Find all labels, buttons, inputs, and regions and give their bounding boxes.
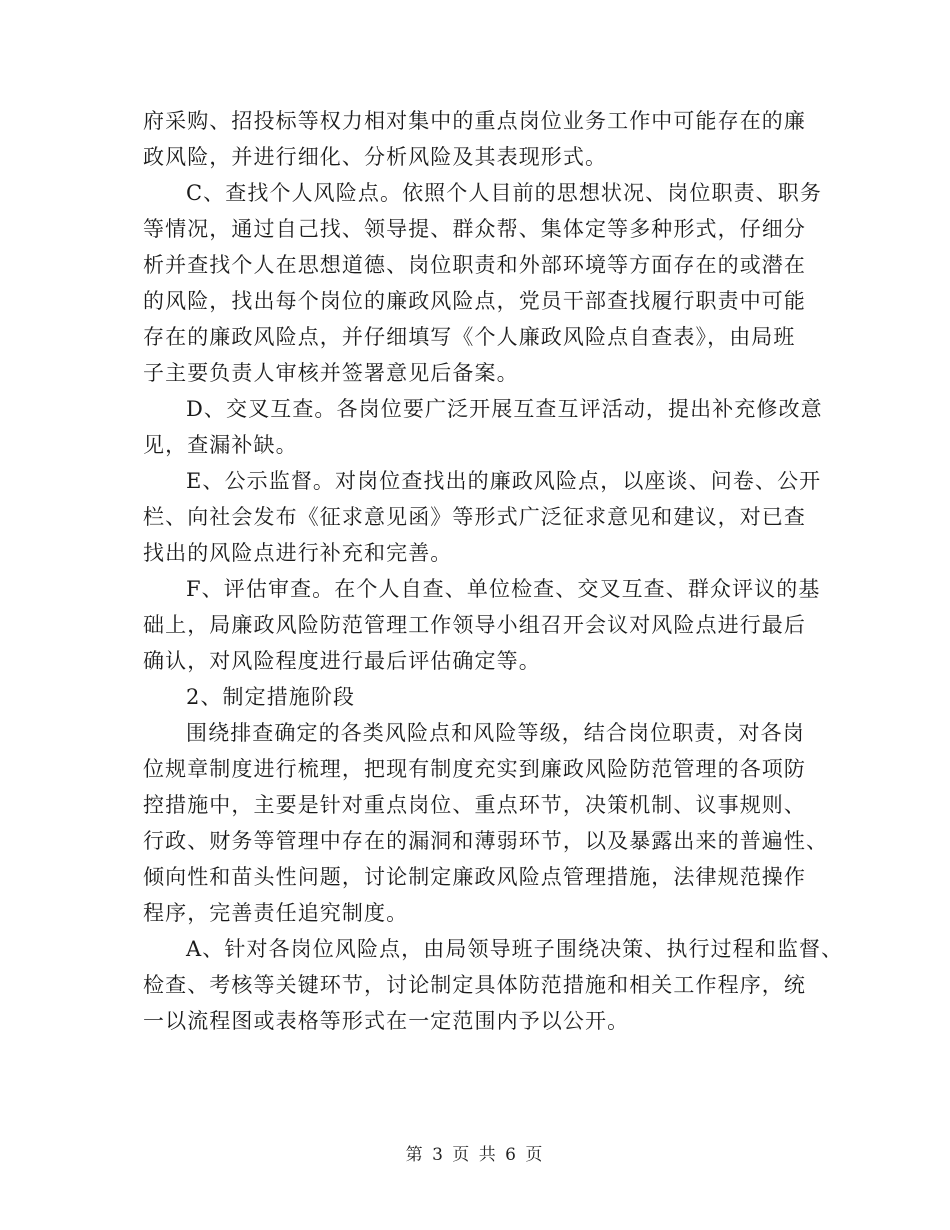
section-heading: 2、制定措施阶段 [186,685,356,709]
text-line: 行政、财务等管理中存在的漏洞和薄弱环节，以及暴露出来的普遍性、 [143,829,829,853]
text-line: 栏、向社会发布《征求意见函》等形式广泛征求意见和建议，对已查 [143,505,806,529]
text-line: 析并查找个人在思想道德、岗位职责和外部环境等方面存在的或潜在 [143,253,806,277]
text-line: 程序，完善责任追究制度。 [143,901,409,925]
text-line: 等情况，通过自己找、领导提、群众帮、集体定等多种形式，仔细分 [143,217,806,241]
text-line: 府采购、招投标等权力相对集中的重点岗位业务工作中可能存在的廉 [143,109,806,133]
text-line: 一以流程图或表格等形式在一定范围内予以公开。 [143,1009,630,1033]
text-line: 存在的廉政风险点，并仔细填写《个人廉政风险点自查表》，由局班 [143,325,796,349]
text-line: 子主要负责人审核并签署意见后备案。 [143,361,519,385]
text-line: E、公示监督。对岗位查找出的廉政风险点，以座谈、问卷、公开 [186,469,822,493]
text-line: 确认，对风险程度进行最后评估确定等。 [143,649,541,673]
text-line: 政风险，并进行细化、分析风险及其表现形式。 [143,145,608,169]
text-line: A、针对各岗位风险点，由局领导班子围绕决策、执行过程和监督、 [186,937,844,961]
text-line: 控措施中，主要是针对重点岗位、重点环节，决策机制、议事规则、 [143,793,806,817]
text-line: C、查找个人风险点。依照个人目前的思想状况、岗位职责、职务 [186,181,822,205]
text-line: 检查、考核等关键环节，讨论制定具体防范措施和相关工作程序，统 [143,973,806,997]
text-line: 围绕排查确定的各类风险点和风险等级，结合岗位职责，对各岗 [186,721,805,745]
text-line: F、评估审查。在个人自查、单位检查、交叉互查、群众评议的基 [186,577,821,601]
text-line: D、交叉互查。各岗位要广泛开展互查互评活动，提出补充修改意 [186,397,823,421]
page-number-footer: 第 3 页 共 6 页 [405,1145,545,1165]
text-line: 础上，局廉政风险防范管理工作领导小组召开会议对风险点进行最后 [143,613,806,637]
text-line: 倾向性和苗头性问题，讨论制定廉政风险点管理措施，法律规范操作 [143,865,806,889]
body-text [143,103,844,1039]
text-line: 找出的风险点进行补充和完善。 [143,541,453,565]
text-line: 位规章制度进行梳理，把现有制度充实到廉政风险防范管理的各项防 [143,757,806,781]
text-line: 见，查漏补缺。 [143,433,298,457]
text-line: 的风险，找出每个岗位的廉政风险点，党员干部查找履行职责中可能 [143,289,806,313]
